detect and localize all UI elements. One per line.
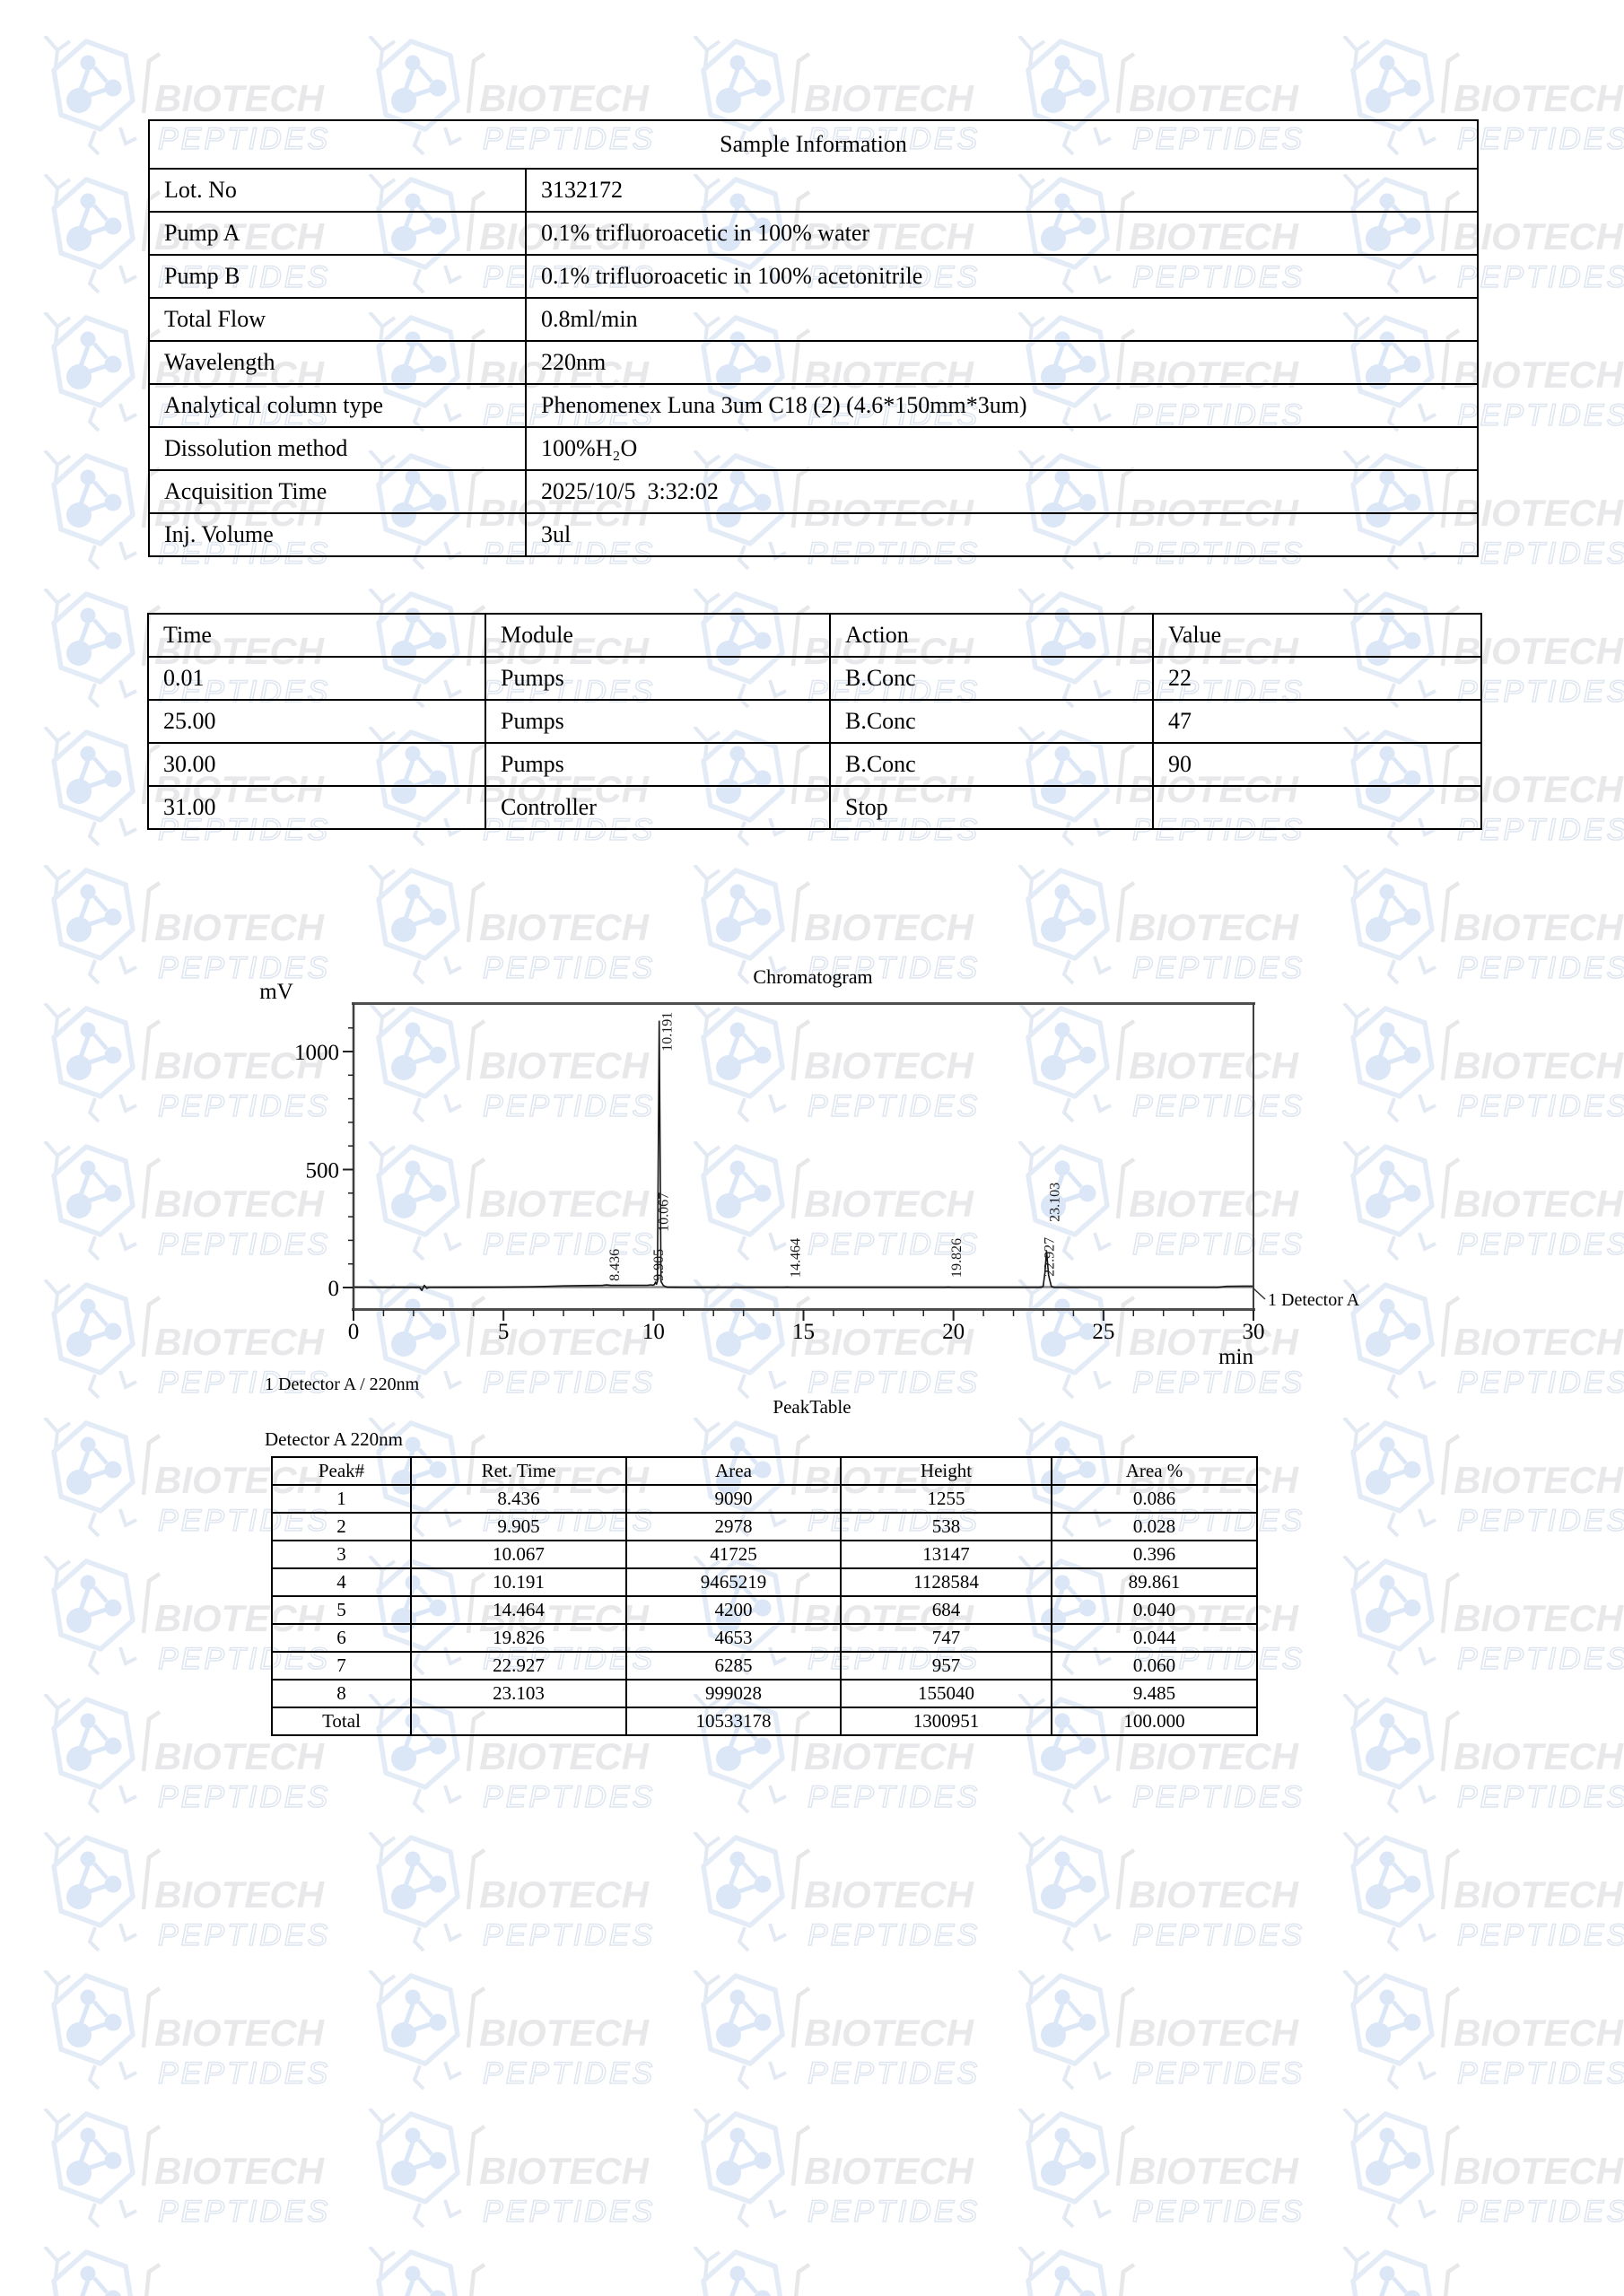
peak-table-row [272, 1680, 1257, 1707]
sample-info-body [149, 169, 1478, 556]
peak-number-cell: 6 [272, 1624, 411, 1652]
peak-areapct-cell: 0.040 [1052, 1596, 1257, 1624]
peak-table-row [272, 1624, 1257, 1652]
peak-table-title: PeakTable [773, 1396, 851, 1418]
peak-number-cell: 7 [272, 1652, 411, 1680]
peak-label: 8.436 [607, 1248, 623, 1281]
chromatogram-plot [0, 951, 1624, 1427]
y-tick-label: 0 [327, 1277, 339, 1301]
watermark-tile [1019, 2247, 1305, 2296]
peak-area-cell: 4200 [626, 1596, 841, 1624]
sample-info-row [149, 341, 1478, 384]
peak-label: 9.905 [651, 1248, 668, 1281]
field-label: Dissolution method [149, 427, 526, 470]
chart-title: Chromatogram [753, 965, 873, 988]
peak-area-cell: 4653 [626, 1624, 841, 1652]
legend-leader-line [1253, 1288, 1265, 1299]
peak-table-header-row [272, 1457, 1257, 1485]
field-value: Phenomenex Luna 3um C18 (2) (4.6*150mm*3um) [526, 384, 1478, 427]
peak-area-cell: 9090 [626, 1485, 841, 1513]
peak-height-cell: 538 [841, 1513, 1052, 1541]
peak-area-cell: 9465219 [626, 1568, 841, 1596]
field-label: Pump A [149, 212, 526, 255]
peak-table [271, 1456, 1258, 1736]
y-tick-label: 1000 [294, 1041, 339, 1065]
sample-info-row [149, 255, 1478, 298]
x-tick-label: 15 [792, 1320, 815, 1344]
program-action-cell: Stop [830, 786, 1153, 829]
plot-frame-top [352, 1002, 1255, 1005]
watermark-tile [1344, 1832, 1624, 1952]
peak-height-cell: 1300951 [841, 1707, 1052, 1735]
x-tick-label: 20 [942, 1320, 965, 1344]
peak-height-cell: 747 [841, 1624, 1052, 1652]
sample-info-row [149, 169, 1478, 212]
peak-rt-cell: 10.067 [411, 1541, 626, 1568]
field-label: Analytical column type [149, 384, 526, 427]
peak-number-cell: 5 [272, 1596, 411, 1624]
x-tick-label: 25 [1092, 1320, 1115, 1344]
watermark-tile [45, 1832, 330, 1952]
peak-rt-cell: 22.927 [411, 1652, 626, 1680]
peak-header-areapct: Area % [1052, 1457, 1257, 1485]
x-tick-label: 0 [347, 1320, 360, 1344]
x-tick-label: 30 [1242, 1320, 1265, 1344]
program-action-cell: B.Conc [830, 700, 1153, 743]
watermark-tile [1019, 1970, 1305, 2091]
program-module-cell: Pumps [485, 657, 830, 700]
program-row [148, 743, 1481, 786]
watermark-tile [45, 1970, 330, 2091]
peak-label: 14.464 [788, 1238, 804, 1278]
program-header-module: Module [485, 614, 830, 657]
peak-height-cell: 1255 [841, 1485, 1052, 1513]
x-tick-label: 5 [497, 1320, 510, 1344]
peak-area-cell: 10533178 [626, 1707, 841, 1735]
program-module-cell: Pumps [485, 743, 830, 786]
watermark-tile [45, 2108, 330, 2229]
program-value-cell: 22 [1153, 657, 1481, 700]
peak-number-cell: 8 [272, 1680, 411, 1707]
field-label: Lot. No [149, 169, 526, 212]
peak-areapct-cell: 0.060 [1052, 1652, 1257, 1680]
series-label: 1 Detector A / 220nm [265, 1375, 420, 1394]
peak-areapct-cell: 0.028 [1052, 1513, 1257, 1541]
field-value: 2025/10/5 3:32:02 [526, 470, 1478, 513]
program-time-cell: 30.00 [148, 743, 485, 786]
peak-area-cell: 2978 [626, 1513, 841, 1541]
watermark-tile [694, 1832, 980, 1952]
peak-number-cell: 1 [272, 1485, 411, 1513]
watermark-tile [1344, 1418, 1624, 1538]
peak-table-row [272, 1707, 1257, 1735]
peak-rt-cell: 14.464 [411, 1596, 626, 1624]
watermark-tile [370, 2247, 655, 2296]
watermark-tile [1344, 1970, 1624, 2091]
field-label: Total Flow [149, 298, 526, 341]
peak-rt-cell: 8.436 [411, 1485, 626, 1513]
program-row [148, 700, 1481, 743]
field-value: 220nm [526, 341, 1478, 384]
peak-height-cell: 684 [841, 1596, 1052, 1624]
sample-info-table [148, 119, 1479, 557]
watermark-tile [370, 1970, 655, 2091]
program-action-cell: B.Conc [830, 657, 1153, 700]
peak-header-number: Peak# [272, 1457, 411, 1485]
peak-height-cell: 1128584 [841, 1568, 1052, 1596]
sample-info-row [149, 427, 1478, 470]
program-row [148, 786, 1481, 829]
gradient-program-table [147, 613, 1482, 830]
sample-info-row [149, 470, 1478, 513]
sample-info-row [149, 212, 1478, 255]
program-header-value: Value [1153, 614, 1481, 657]
peak-areapct-cell: 100.000 [1052, 1707, 1257, 1735]
peak-rt-cell [411, 1707, 626, 1735]
program-row [148, 657, 1481, 700]
peak-areapct-cell: 0.086 [1052, 1485, 1257, 1513]
x-tick-label: 10 [642, 1320, 665, 1344]
sample-info-row [149, 298, 1478, 341]
sample-info-title: Sample Information [149, 120, 1478, 169]
program-module-cell: Controller [485, 786, 830, 829]
field-label: Inj. Volume [149, 513, 526, 556]
legend-label: 1 Detector A [1268, 1290, 1360, 1310]
peak-table-row [272, 1568, 1257, 1596]
peak-label: 23.103 [1047, 1182, 1063, 1222]
watermark-tile [694, 2247, 980, 2296]
peak-area-cell: 41725 [626, 1541, 841, 1568]
field-value: 3ul [526, 513, 1478, 556]
peak-number-cell: 3 [272, 1541, 411, 1568]
watermark-tile [1019, 1832, 1305, 1952]
peak-label: 22.927 [1042, 1236, 1058, 1277]
peak-rt-cell: 19.826 [411, 1624, 626, 1652]
program-value-cell [1153, 786, 1481, 829]
peak-header-area: Area [626, 1457, 841, 1485]
x-axis-unit-label: min [1218, 1345, 1253, 1369]
program-time-cell: 25.00 [148, 700, 485, 743]
peak-number-cell: 4 [272, 1568, 411, 1596]
field-value: 0.8ml/min [526, 298, 1478, 341]
peak-table-row [272, 1541, 1257, 1568]
watermark-tile [1344, 1694, 1624, 1814]
program-action-cell: B.Conc [830, 743, 1153, 786]
y-axis-unit-label: mV [259, 980, 293, 1004]
peak-label: 10.067 [656, 1192, 672, 1232]
field-value: 3132172 [526, 169, 1478, 212]
field-value: 0.1% trifluoroacetic in 100% water [526, 212, 1478, 255]
peak-area-cell: 999028 [626, 1680, 841, 1707]
peak-areapct-cell: 89.861 [1052, 1568, 1257, 1596]
peak-table-caption: Detector A 220nm [265, 1428, 403, 1450]
peak-area-cell: 6285 [626, 1652, 841, 1680]
peak-areapct-cell: 9.485 [1052, 1680, 1257, 1707]
peak-table-row [272, 1596, 1257, 1624]
peak-header-rt: Ret. Time [411, 1457, 626, 1485]
watermark-tile [370, 2108, 655, 2229]
peak-header-height: Height [841, 1457, 1052, 1485]
peak-label: 19.826 [948, 1238, 965, 1278]
watermark-tile [1344, 2108, 1624, 2229]
peak-number-cell: 2 [272, 1513, 411, 1541]
program-module-cell: Pumps [485, 700, 830, 743]
peak-rt-cell: 23.103 [411, 1680, 626, 1707]
watermark-tile [45, 2247, 330, 2296]
peak-areapct-cell: 0.044 [1052, 1624, 1257, 1652]
program-time-cell: 0.01 [148, 657, 485, 700]
peak-label: 10.191 [659, 1011, 676, 1052]
watermark-tile [1344, 2247, 1624, 2296]
peak-height-cell: 155040 [841, 1680, 1052, 1707]
program-time-cell: 31.00 [148, 786, 485, 829]
field-value: 0.1% trifluoroacetic in 100% acetonitrile [526, 255, 1478, 298]
field-value: 100%H₂O [526, 427, 1478, 470]
watermark-tile [1344, 1556, 1624, 1676]
peak-table-row [272, 1513, 1257, 1541]
program-header-action: Action [830, 614, 1153, 657]
program-body [148, 657, 1481, 829]
peak-height-cell: 957 [841, 1652, 1052, 1680]
field-label: Acquisition Time [149, 470, 526, 513]
field-label: Pump B [149, 255, 526, 298]
peak-height-cell: 13147 [841, 1541, 1052, 1568]
program-value-cell: 47 [1153, 700, 1481, 743]
watermark-tile [370, 1832, 655, 1952]
peak-number-cell: Total [272, 1707, 411, 1735]
sample-info-row [149, 513, 1478, 556]
peak-rt-cell: 10.191 [411, 1568, 626, 1596]
sample-info-header-row [149, 120, 1478, 169]
peak-table-row [272, 1485, 1257, 1513]
y-tick-label: 500 [305, 1158, 339, 1183]
field-label: Wavelength [149, 341, 526, 384]
peak-areapct-cell: 0.396 [1052, 1541, 1257, 1568]
program-header-row [148, 614, 1481, 657]
program-value-cell: 90 [1153, 743, 1481, 786]
peak-table-row [272, 1652, 1257, 1680]
peak-table-body [272, 1485, 1257, 1735]
program-header-time: Time [148, 614, 485, 657]
watermark-tile [694, 2108, 980, 2229]
peak-rt-cell: 9.905 [411, 1513, 626, 1541]
sample-info-row [149, 384, 1478, 427]
watermark-tile [694, 1970, 980, 2091]
watermark-tile [1019, 2108, 1305, 2229]
